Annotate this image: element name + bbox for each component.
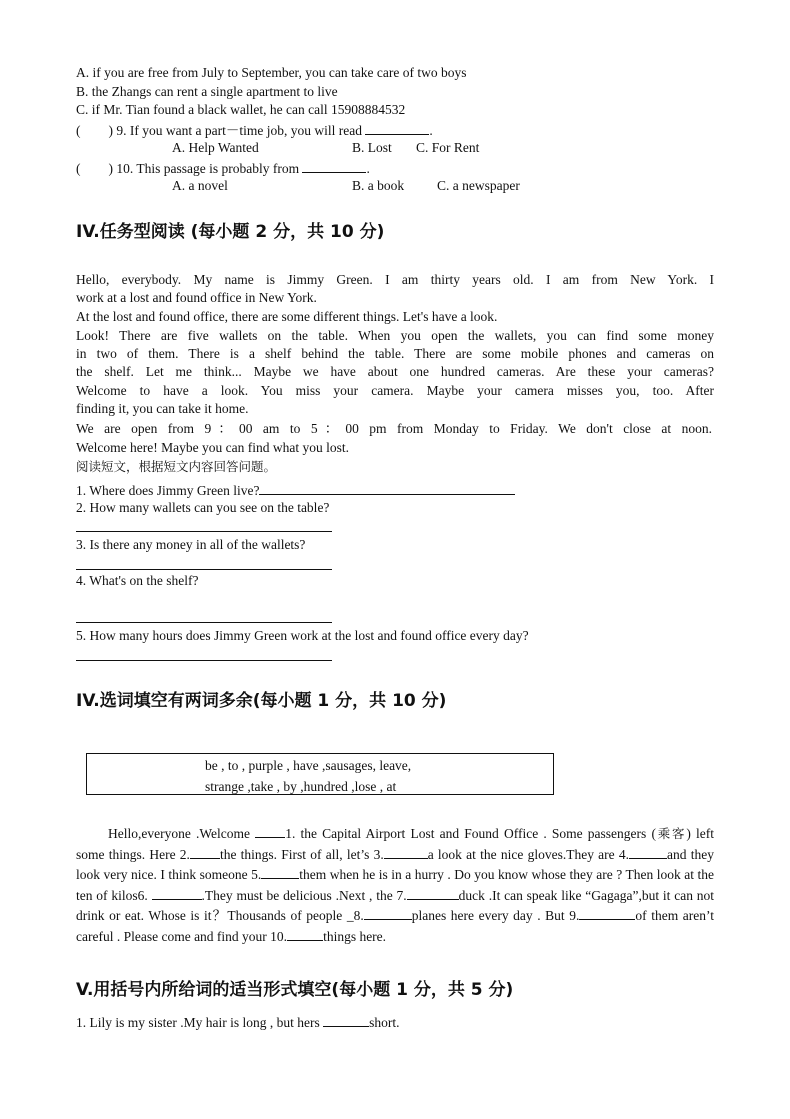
answer-paren-open: ( bbox=[76, 161, 81, 176]
question-text: 1. Lily is my sister .My hair is long , but hers bbox=[76, 1015, 320, 1030]
option-a: A. Help Wanted bbox=[172, 140, 259, 155]
answer-blank[interactable] bbox=[302, 158, 366, 173]
question-9 bbox=[76, 120, 716, 140]
answer-paren-open: ( bbox=[76, 123, 81, 138]
cloze-text: duck .It can speak like “Gagaga”,but it can not drink or eat. Whose is it？Thousands of people _8. bbox=[76, 887, 714, 924]
passage-line: finding it, you can take it home. bbox=[76, 401, 249, 416]
question-2: 2. How many wallets can you see on the table? bbox=[76, 500, 330, 515]
word-box-line: be , to , purple , have ,sausages, leave, bbox=[205, 758, 412, 773]
choice-c: C. if Mr. Tian found a black wallet, he can call 15908884532 bbox=[76, 102, 406, 117]
cloze-text: Hello,everyone .Welcome bbox=[108, 826, 251, 841]
answer-paren-close: ) bbox=[108, 123, 113, 138]
blank[interactable] bbox=[629, 845, 667, 859]
cloze-text: the things. First of all, let’s 3. bbox=[219, 846, 384, 862]
cloze-text: planes here every day . But 9. bbox=[411, 908, 580, 924]
passage-line: Welcome here! Maybe you can find what you lost. bbox=[76, 440, 349, 455]
forms-question-1 bbox=[76, 1012, 716, 1032]
question-1 bbox=[76, 480, 716, 500]
question-text: short. bbox=[369, 1015, 400, 1030]
question-10-options bbox=[172, 177, 572, 195]
passage-line: Look! There are five wallets on the table. When you open the wallets, you can find some money bbox=[76, 328, 714, 343]
cloze-text: them when he is in a hurry . Do you know whose they are ? Then look at the ten of kilos6. bbox=[76, 867, 714, 903]
instruction: 阅读短文，根据短文内容回答问题。 bbox=[76, 459, 277, 474]
passage-line: We are open from 9：00 am to 5：00 pm from Monday to Friday. We don't close at noon. bbox=[76, 421, 712, 436]
blank[interactable] bbox=[384, 845, 428, 859]
answer-line[interactable] bbox=[76, 660, 332, 661]
passage-line: Welcome to have a look. You miss your camera. Maybe your camera misses you, too. After bbox=[76, 383, 714, 398]
question-4: 4. What's on the shelf? bbox=[76, 573, 199, 588]
period: . bbox=[366, 161, 370, 176]
cloze-text: things here. bbox=[323, 928, 387, 944]
cloze-text: 1. the Capital Airport Lost and Found Office . Some passengers ( bbox=[285, 826, 656, 841]
cloze-text: and they look very nice. I think someone 5. bbox=[76, 846, 714, 883]
word-box-line: strange ,take , by ,hundred ,lose , at bbox=[205, 779, 397, 794]
blank[interactable] bbox=[364, 906, 412, 920]
passage-line: At the lost and found office, there are some different things. Let's have a look. bbox=[76, 309, 498, 324]
section-title-word-forms: V.用括号内所给词的适当形式填空(每小题 1 分，共 5 分) bbox=[76, 980, 514, 1000]
option-b: B. Lost bbox=[352, 140, 392, 155]
answer-blank[interactable] bbox=[365, 120, 429, 135]
answer-line[interactable] bbox=[76, 622, 332, 623]
cloze-text: ) left some things. Here 2. bbox=[76, 826, 714, 862]
question-10 bbox=[76, 158, 716, 178]
cloze-passage bbox=[76, 824, 714, 948]
option-c: C. For Rent bbox=[416, 140, 480, 155]
question-9-stem: 9. If you want a part－time job, you will read bbox=[116, 123, 362, 138]
question-9-options bbox=[172, 139, 572, 157]
answer-line[interactable] bbox=[259, 480, 515, 495]
cloze-text: a look at the nice gloves.They are 4. bbox=[427, 846, 630, 862]
question-3: 3. Is there any money in all of the wallets? bbox=[76, 537, 306, 552]
question-10-stem: 10. This passage is probably from bbox=[116, 161, 300, 176]
blank[interactable] bbox=[152, 886, 202, 900]
answer-line[interactable] bbox=[76, 569, 332, 570]
blank[interactable] bbox=[261, 865, 299, 879]
option-b: B. a book bbox=[352, 178, 405, 193]
section-title-task-reading: IV.任务型阅读 (每小题 2 分，共 10 分) bbox=[76, 222, 385, 242]
choice-b: B. the Zhangs can rent a single apartment to live bbox=[76, 84, 338, 99]
blank[interactable] bbox=[579, 906, 635, 920]
answer-line[interactable] bbox=[76, 531, 332, 532]
word-box bbox=[86, 753, 554, 795]
passage-line: Hello, everybody. My name is Jimmy Green. I am thirty years old. I am from New York. I bbox=[76, 272, 714, 287]
cloze-text: 乘客 bbox=[655, 826, 687, 841]
option-a: A. a novel bbox=[172, 178, 228, 193]
answer-blank[interactable] bbox=[323, 1012, 369, 1027]
section-title-word-fill: IV.选词填空有两词多余(每小题 1 分，共 10 分) bbox=[76, 691, 447, 711]
cloze-text: of them aren’t careful . Please come and find your 10. bbox=[76, 908, 714, 944]
passage-line: work at a lost and found office in New York. bbox=[76, 290, 317, 305]
choice-a: A. if you are free from July to September, you can take care of two boys bbox=[76, 65, 467, 80]
question-1-text: 1. Where does Jimmy Green live? bbox=[76, 483, 260, 498]
blank[interactable] bbox=[407, 886, 459, 900]
cloze-text: .They must be delicious .Next , the 7. bbox=[201, 887, 407, 903]
period: . bbox=[429, 123, 433, 138]
answer-paren-close: ) bbox=[108, 161, 113, 176]
question-5: 5. How many hours does Jimmy Green work at the lost and found office every day? bbox=[76, 628, 529, 643]
option-c: C. a newspaper bbox=[437, 178, 520, 193]
passage-line: the shelf. Let me think... Maybe we have about one hundred cameras. Are these your cameras? bbox=[76, 364, 714, 379]
blank[interactable] bbox=[255, 824, 285, 838]
blank[interactable] bbox=[190, 845, 220, 859]
blank[interactable] bbox=[287, 927, 323, 941]
passage-line: in two of them. There is a shelf behind the table. There are some mobile phones and cameras on bbox=[76, 346, 714, 361]
